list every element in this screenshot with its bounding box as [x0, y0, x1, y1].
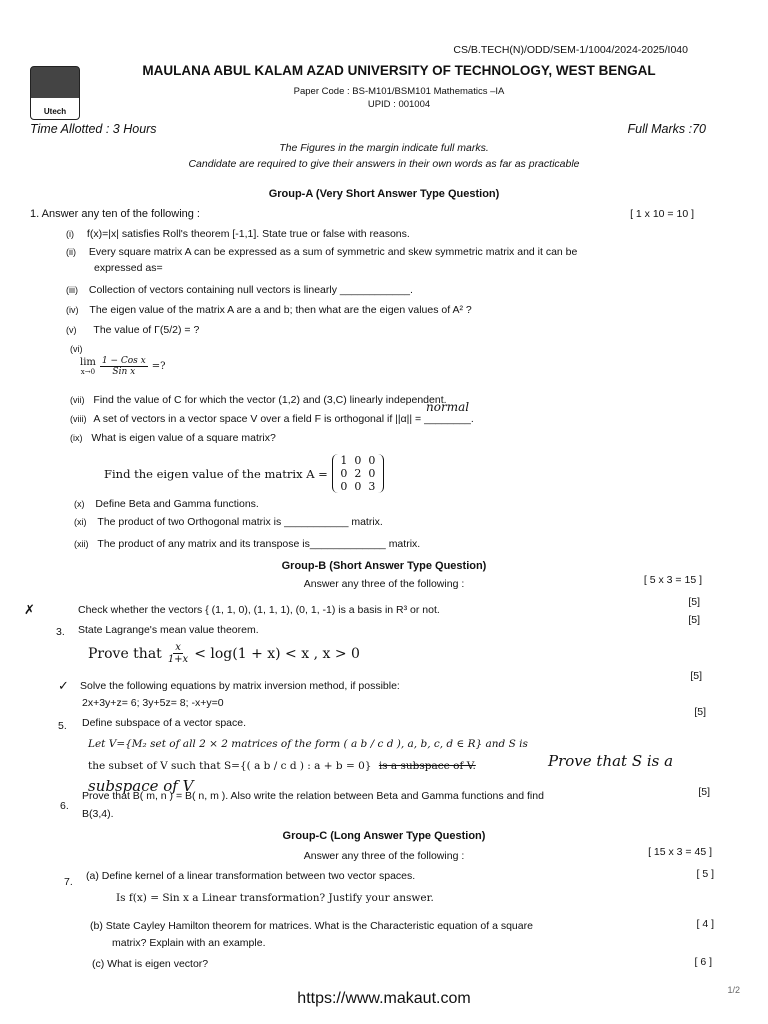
subset-definition: the subset of V such that S={( a b / c d ) : a + b = 0} [88, 760, 372, 772]
limit-expression [80, 356, 166, 377]
list-item [70, 432, 276, 444]
handwritten-normal: normal [426, 400, 470, 414]
footer-url[interactable]: https://www.makaut.com [297, 990, 471, 1007]
question-5-subset [88, 760, 476, 772]
list-item [66, 304, 472, 316]
item-number: (v) [66, 325, 77, 335]
matrix-cell: 0 [368, 454, 376, 467]
question-7-number: 7. [64, 876, 73, 888]
limit-denominator: Sin x [112, 367, 136, 377]
item-number: (i) [66, 229, 74, 239]
question-3: State Lagrange's mean value theorem. [78, 624, 259, 636]
group-c-title: Group-C (Long Answer Type Question) [282, 830, 486, 842]
eigen-find-text: Find the eigen value of the matrix A = [104, 466, 328, 481]
item-number: (iii) [66, 285, 78, 295]
list-item [66, 324, 199, 336]
list-item [70, 413, 474, 425]
list-item [74, 516, 383, 528]
question-5-let: Let V={M₂ set of all 2 × 2 matrices of the form ( a b / c d ), a, b, c, d ∈ R} and S is [88, 738, 528, 750]
question-6: Prove that B( m, n ) = B( n, m ). Also write the relation between Beta and Gamma functions and find [82, 790, 544, 802]
group-c-marks: [ 15 x 3 = 45 ] [648, 846, 712, 858]
group-b-marks: [ 5 x 3 = 15 ] [643, 574, 702, 586]
group-a-marks: [ 1 x 10 = 10 ] [630, 208, 694, 220]
time-allotted: Time Allotted : 3 Hours [30, 122, 157, 136]
item-number: (ii) [66, 247, 76, 257]
question-7c-marks: [ 6 ] [694, 956, 712, 968]
group-b-instruction: Answer any three of the following : [303, 578, 465, 590]
item-text: Define Beta and Gamma functions. [95, 498, 259, 510]
logo-text: Utech [43, 107, 67, 116]
list-item [70, 394, 447, 406]
item-text: The product of two Orthogonal matrix is ___________ matrix. [97, 516, 383, 528]
matrix-cell: 2 [354, 467, 362, 480]
question-7a: (a) Define kernel of a linear transformation between two vector spaces. [86, 870, 416, 882]
upid: UPID : 001004 [367, 99, 431, 110]
item-text: What is eigen value of a square matrix? [91, 432, 276, 444]
page-number: 1/2 [727, 985, 740, 995]
question-7b-continued: matrix? Explain with an example. [112, 937, 266, 949]
question-3-number: 3. [56, 626, 65, 638]
matrix-cell: 0 [368, 467, 376, 480]
matrix-cell: 0 [354, 454, 362, 467]
fraction-numerator: x [175, 642, 181, 653]
item-text: Collection of vectors containing null vectors is linearly ____________. [88, 284, 413, 296]
eigen-matrix-question [104, 454, 384, 493]
group-a-title: Group-A (Very Short Answer Type Question) [268, 188, 500, 200]
item-number: (vi) [70, 344, 83, 354]
struck-text: is a subspace of V. [378, 760, 476, 772]
handwritten-subspace: subspace of V [88, 777, 194, 795]
item-number: (ix) [70, 433, 83, 443]
list-item [66, 246, 577, 258]
check-mark-icon: ✓ [58, 678, 69, 693]
fraction-denominator: 1+x [167, 654, 189, 665]
full-marks: Full Marks :70 [627, 122, 706, 136]
question-4-marks: [5] [690, 670, 702, 682]
item-text: Every square matrix A can be expressed as a sum of symmetric and skew symmetric matrix and it can be [88, 246, 578, 258]
check-mark-icon: ✗ [24, 602, 35, 617]
instruction-margin: The Figures in the margin indicate full marks. [279, 142, 489, 154]
limit-subscript: x→0 [80, 368, 96, 376]
paper-reference-code: CS/B.TECH(N)/ODD/SEM-1/1004/2024-2025/I040 [453, 44, 688, 56]
item-number: (viii) [70, 414, 87, 424]
list-item [74, 538, 420, 550]
question-7a-continued: Is f(x) = Sin x a Linear transformation? Justify your answer. [116, 892, 434, 904]
item-number: (iv) [66, 305, 79, 315]
item-number: (vii) [70, 395, 85, 405]
matrix-cell: 3 [368, 480, 376, 493]
instruction-own-words: Candidate are required to give their answers in their own words as far as practicable [188, 158, 580, 170]
question-6-number: 6. [60, 800, 69, 812]
question-6-marks: [5] [698, 786, 710, 798]
question-7a-marks: [ 5 ] [696, 868, 714, 880]
question-3-inequality [88, 642, 360, 665]
limit-numerator: 1 − Cos x [101, 356, 146, 366]
group-b-title: Group-B (Short Answer Type Question) [281, 560, 487, 572]
question-7c: (c) What is eigen vector? [92, 958, 209, 970]
item-number: (x) [74, 499, 85, 509]
limit-tail: =? [151, 361, 166, 372]
question-5-marks: [5] [694, 706, 706, 718]
item-text: A set of vectors in a vector space V over a field F is orthogonal if ||α|| = ________. [93, 413, 474, 425]
question-5: Define subspace of a vector space. [82, 717, 247, 729]
matrix-a [332, 454, 384, 493]
item-number: (xi) [74, 517, 87, 527]
question-5-number: 5. [58, 720, 67, 732]
question-7b: (b) State Cayley Hamilton theorem for matrices. What is the Characteristic equation of a square [90, 920, 533, 932]
list-item [66, 228, 410, 240]
paper-code: Paper Code : BS-M101/BSM101 Mathematics –IA [293, 86, 505, 97]
item-text: The product of any matrix and its transpose is_____________ matrix. [97, 538, 421, 550]
matrix-cell: 0 [340, 467, 348, 480]
matrix-cell: 1 [340, 454, 348, 467]
limit-label: lim [80, 357, 96, 368]
list-item [66, 284, 413, 296]
question-4: Solve the following equations by matrix inversion method, if possible: [80, 680, 400, 692]
handwritten-prove-that: Prove that S is a [548, 752, 674, 770]
list-item [74, 498, 259, 510]
prove-that-label: Prove that [88, 645, 162, 662]
inequality-text: < log(1 + x) < x , x > 0 [194, 645, 360, 662]
question-7b-marks: [ 4 ] [696, 918, 714, 930]
question-1: 1. Answer any ten of the following : [30, 208, 200, 220]
item-text: Find the value of C for which the vector (1,2) and (3,C) linearly independent. [93, 394, 447, 406]
item-text: The value of Γ(5/2) = ? [93, 324, 200, 336]
question-4-equations: 2x+3y+z= 6; 3y+5z= 8; -x+y=0 [82, 697, 224, 709]
item-text-continued: expressed as= [94, 262, 163, 274]
question-2-marks: [5] [688, 596, 700, 608]
matrix-cell: 0 [340, 480, 348, 493]
item-number: (xii) [74, 539, 89, 549]
item-text: The eigen value of the matrix A are a and b; then what are the eigen values of A² ? [89, 304, 472, 316]
matrix-cell: 0 [354, 480, 362, 493]
group-c-instruction: Answer any three of the following : [303, 850, 465, 862]
question-2: Check whether the vectors { (1, 1, 0), (1, 1, 1), (0, 1, -1) is a basis in R³ or not. [78, 604, 440, 616]
university-name: MAULANA ABUL KALAM AZAD UNIVERSITY OF TECHNOLOGY, WEST BENGAL [142, 63, 656, 78]
item-text: f(x)=|x| satisfies Roll's theorem [-1,1]. State true or false with reasons. [86, 228, 410, 240]
question-6-continued: B(3,4). [82, 808, 114, 820]
question-3-marks: [5] [688, 614, 700, 626]
